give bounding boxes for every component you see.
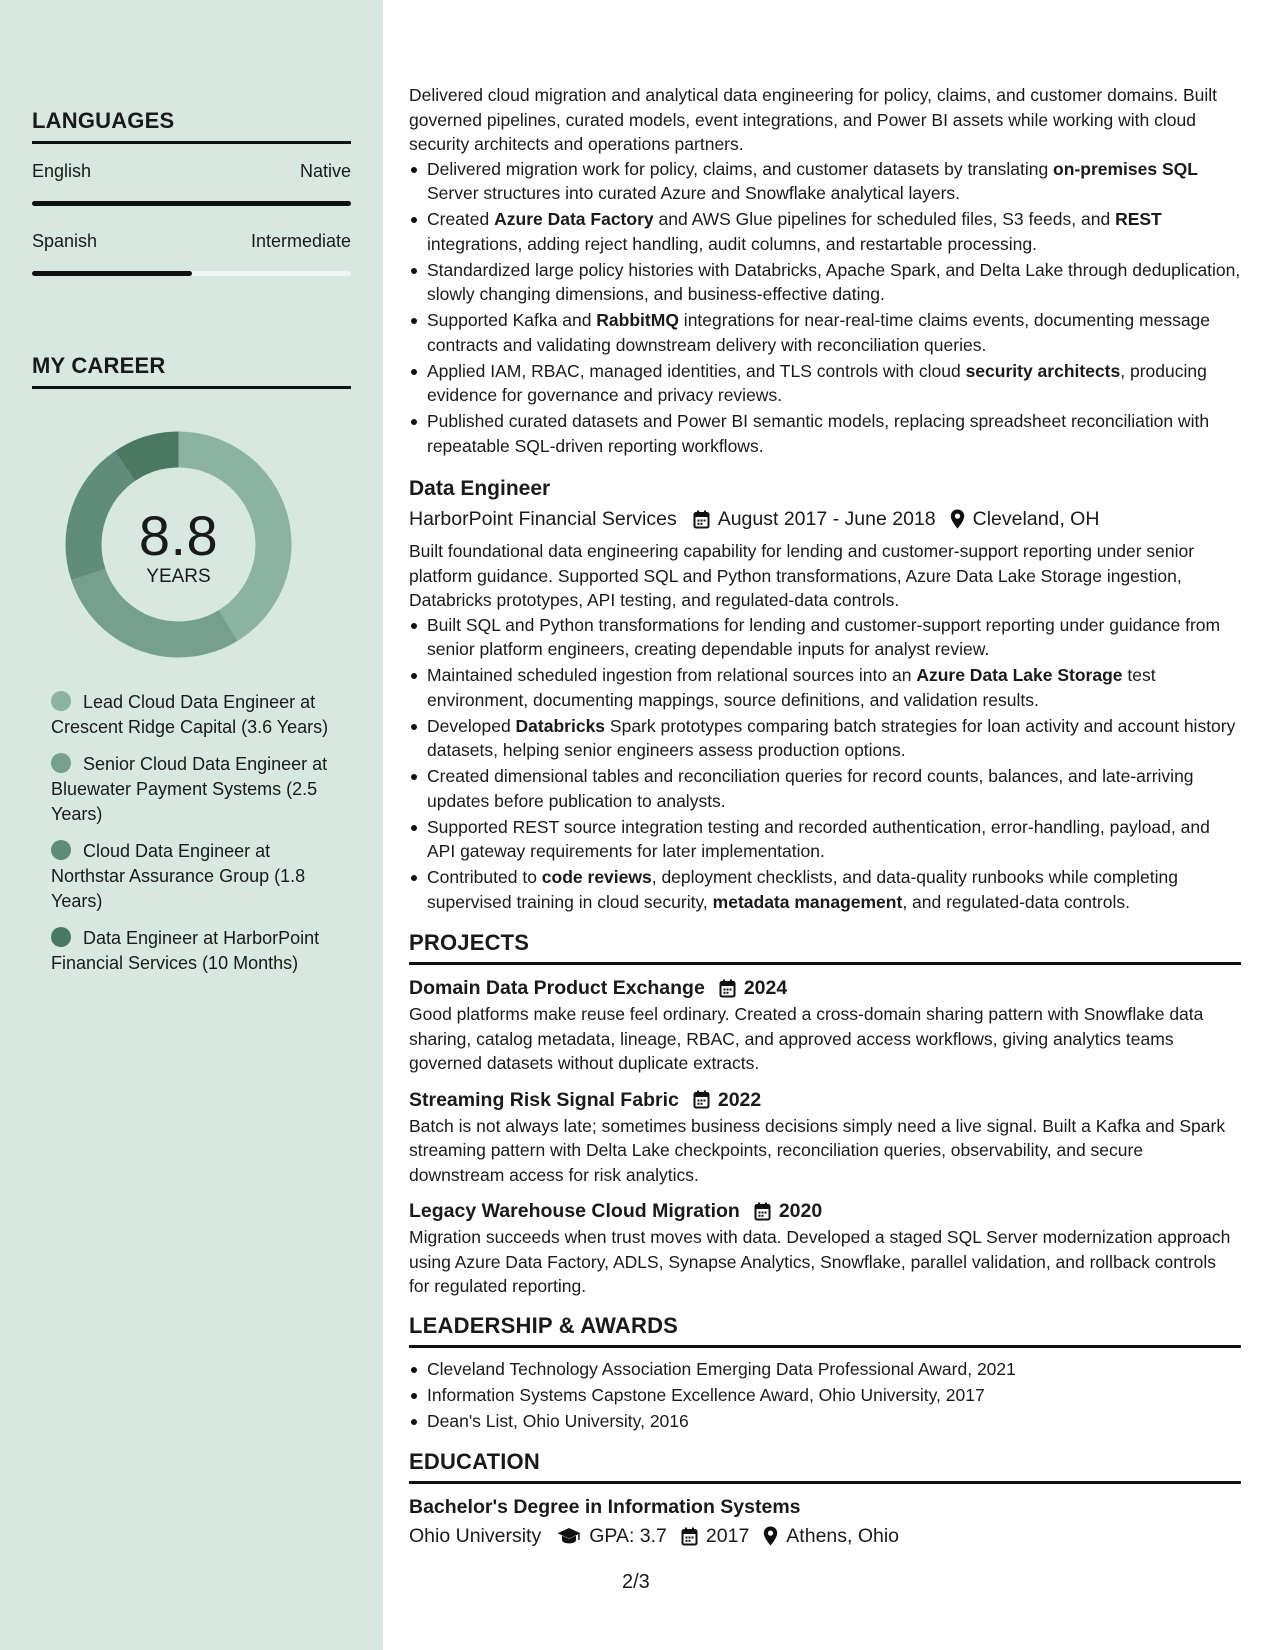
job-company: HarborPoint Financial Services	[409, 508, 677, 530]
bold-keyword: Azure Data Factory	[494, 209, 654, 229]
bullet-item: Created Azure Data Factory and AWS Glue pipelines for scheduled files, S3 feeds, and REST integrations, adding reject handling, audit columns, and restartable processing.	[409, 207, 1241, 256]
education-heading: EDUCATION	[409, 1449, 1241, 1484]
career-years-label: YEARS	[146, 566, 211, 587]
bullet-item: Contributed to code reviews, deployment checklists, and data-quality runbooks while completing supervised training in cloud security, metadata management, and regulated-data controls.	[409, 865, 1241, 914]
bold-keyword: code reviews	[541, 867, 652, 887]
project-title-row	[409, 1197, 1241, 1225]
bold-keyword: Azure Data Lake Storage	[916, 665, 1123, 685]
sidebar	[0, 0, 383, 1650]
bullet-item: Standardized large policy histories with Databricks, Apache Spark, and Delta Lake through deduplication, slowly changing dimensions, and business-effective dating.	[409, 258, 1241, 307]
bullet-item: Created dimensional tables and reconciliation queries for record counts, balances, and late-arriving updates before publication to analysts.	[409, 764, 1241, 813]
project-year: 2022	[717, 1088, 762, 1111]
career-legend-item	[51, 839, 341, 914]
job-bullets	[409, 613, 1241, 915]
project-title: Streaming Risk Signal Fabric	[409, 1088, 679, 1111]
project-year: 2024	[743, 977, 788, 999]
project-item	[409, 1197, 1241, 1299]
language-name: Spanish	[32, 231, 98, 251]
bullet-item: Delivered migration work for policy, claims, and customer datasets by translating on-premises SQL Server structures into curated Azure and Snowflake analytical layers.	[409, 157, 1241, 206]
language-bar-english	[32, 201, 351, 206]
job-title: Data Engineer	[409, 477, 551, 500]
bullet-item: Supported REST source integration testing and recorded authentication, error-handling, payload, and API gateway requirements for later implementation.	[409, 815, 1241, 864]
education-gpa: GPA: 3.7	[589, 1525, 667, 1547]
languages-heading: LANGUAGES	[32, 108, 351, 144]
bold-keyword: metadata management	[712, 891, 903, 912]
job-meta	[409, 504, 1241, 534]
calendar-icon	[693, 1090, 710, 1109]
bold-keyword: RabbitMQ	[596, 310, 679, 330]
map-pin-icon	[763, 1526, 778, 1546]
legend-dot-icon	[51, 753, 71, 773]
previous-job-summary: Delivered cloud migration and analytical data engineering for policy, claims, and customer domains. Built governed pipelines, curated models, event integrations, and Power BI assets while working with cloud security architects and operations partners.	[409, 85, 1218, 154]
project-item	[409, 1086, 1241, 1188]
career-legend-item	[51, 690, 341, 740]
language-bar-spanish	[32, 271, 351, 276]
career-total-years: 8.8	[138, 504, 219, 567]
page-number: 2/3	[622, 1571, 650, 1593]
language-name: English	[32, 161, 92, 181]
projects-list	[409, 974, 1241, 1299]
career-legend-item	[51, 752, 341, 827]
education-degree: Bachelor's Degree in Information Systems	[409, 1496, 801, 1518]
career-donut-chart	[65, 431, 292, 658]
calendar-icon	[681, 1527, 698, 1546]
education-location: Athens, Ohio	[786, 1525, 900, 1547]
project-title: Legacy Warehouse Cloud Migration	[409, 1200, 740, 1222]
bold-keyword: on-premises SQL	[1053, 158, 1198, 179]
job-location: Cleveland, OH	[972, 508, 1100, 530]
career-role-text: Cloud Data Engineer at Northstar Assurance Group (1.8 Years)	[51, 841, 306, 911]
job-summary: Built foundational data engineering capability for lending and customer-support reporting under senior platform guidance. Supported SQL and Python transformations, Azure Data Lake Storage ingestion, Databricks prototypes, API testing, and regulated-data controls.	[409, 541, 1195, 610]
calendar-icon	[693, 510, 710, 529]
education-meta	[409, 1521, 1241, 1551]
project-description: Good platforms make reuse feel ordinary. Created a cross-domain sharing pattern with Snowflake data sharing, catalog metadata, lineage, RBAC, and approved access workflows, giving analytics teams governed datasets without duplicate extracts.	[409, 1004, 1204, 1073]
project-title: Domain Data Product Exchange	[409, 977, 705, 999]
map-pin-icon	[950, 509, 965, 529]
career-role-text: Senior Cloud Data Engineer at Bluewater Payment Systems (2.5 Years)	[51, 754, 328, 824]
project-title-row	[409, 974, 1241, 1002]
language-row-spanish	[32, 231, 351, 252]
bullet-item: Cleveland Technology Association Emerging Data Professional Award, 2021	[409, 1357, 1241, 1382]
bullet-item: Information Systems Capstone Excellence Award, Ohio University, 2017	[409, 1383, 1241, 1408]
project-title-row	[409, 1086, 1241, 1114]
bullet-item: Maintained scheduled ingestion from relational sources into an Azure Data Lake Storage test environment, documenting mappings, source definitions, and validation results.	[409, 663, 1241, 712]
bullet-item: Supported Kafka and RabbitMQ integrations for near-real-time claims events, documenting message contracts and validating downstream delivery with reconciliation queries.	[409, 308, 1241, 357]
career-role-text: Data Engineer at HarborPoint Financial Services (10 Months)	[51, 928, 320, 973]
calendar-icon	[754, 1202, 771, 1221]
bold-keyword: REST	[1115, 209, 1162, 229]
language-row-english	[32, 161, 351, 182]
project-year: 2020	[778, 1200, 823, 1222]
career-legend	[51, 690, 341, 988]
projects-heading: PROJECTS	[409, 930, 1241, 965]
graduation-cap-icon	[557, 1527, 581, 1545]
bullet-item: Applied IAM, RBAC, managed identities, and TLS controls with cloud security architects, producing evidence for governance and privacy reviews.	[409, 359, 1241, 408]
bullet-item: Developed Databricks Spark prototypes comparing batch strategies for loan activity and account history datasets, helping senior engineers assess production options.	[409, 714, 1241, 763]
language-bar-fill	[32, 271, 192, 276]
career-heading: MY CAREER	[32, 353, 351, 389]
project-description: Batch is not always late; sometimes business decisions simply need a live signal. Built a Kafka and Spark streaming pattern with Delta Lake checkpoints, reconciliation queries, observability, and secure downstream access for risk analytics.	[409, 1115, 1226, 1185]
career-role-text: Lead Cloud Data Engineer at Crescent Ridge Capital (3.6 Years)	[51, 692, 329, 737]
career-legend-item	[51, 926, 341, 976]
language-level: Intermediate	[250, 231, 351, 251]
main-content	[409, 83, 1241, 1556]
education-year: 2017	[705, 1525, 750, 1547]
language-bar-fill	[32, 201, 351, 206]
bullet-item: Built SQL and Python transformations for lending and customer-support reporting under guidance from senior platform engineers, creating dependable inputs for analyst review.	[409, 613, 1241, 662]
job-dates: August 2017 - June 2018	[717, 508, 936, 530]
bullet-item: Dean's List, Ohio University, 2016	[409, 1409, 1241, 1434]
previous-job-bullets	[409, 157, 1241, 459]
education-school: Ohio University	[409, 1525, 542, 1547]
awards-list	[409, 1357, 1241, 1434]
legend-dot-icon	[51, 840, 71, 860]
project-description: Migration succeeds when trust moves with data. Developed a staged SQL Server modernization approach using Azure Data Factory, ADLS, Synapse Analytics, Snowflake, parallel validation, and rollback controls for regulated reporting.	[409, 1227, 1231, 1296]
awards-heading: LEADERSHIP & AWARDS	[409, 1313, 1241, 1348]
project-item	[409, 974, 1241, 1076]
bold-keyword: security architects	[965, 360, 1121, 381]
bold-keyword: Databricks	[515, 715, 606, 736]
bullet-item: Published curated datasets and Power BI semantic models, replacing spreadsheet reconciliation with repeatable SQL-driven reporting workflows.	[409, 409, 1241, 458]
calendar-icon	[719, 979, 736, 998]
legend-dot-icon	[51, 691, 71, 711]
legend-dot-icon	[51, 927, 71, 947]
language-level: Native	[299, 161, 351, 181]
